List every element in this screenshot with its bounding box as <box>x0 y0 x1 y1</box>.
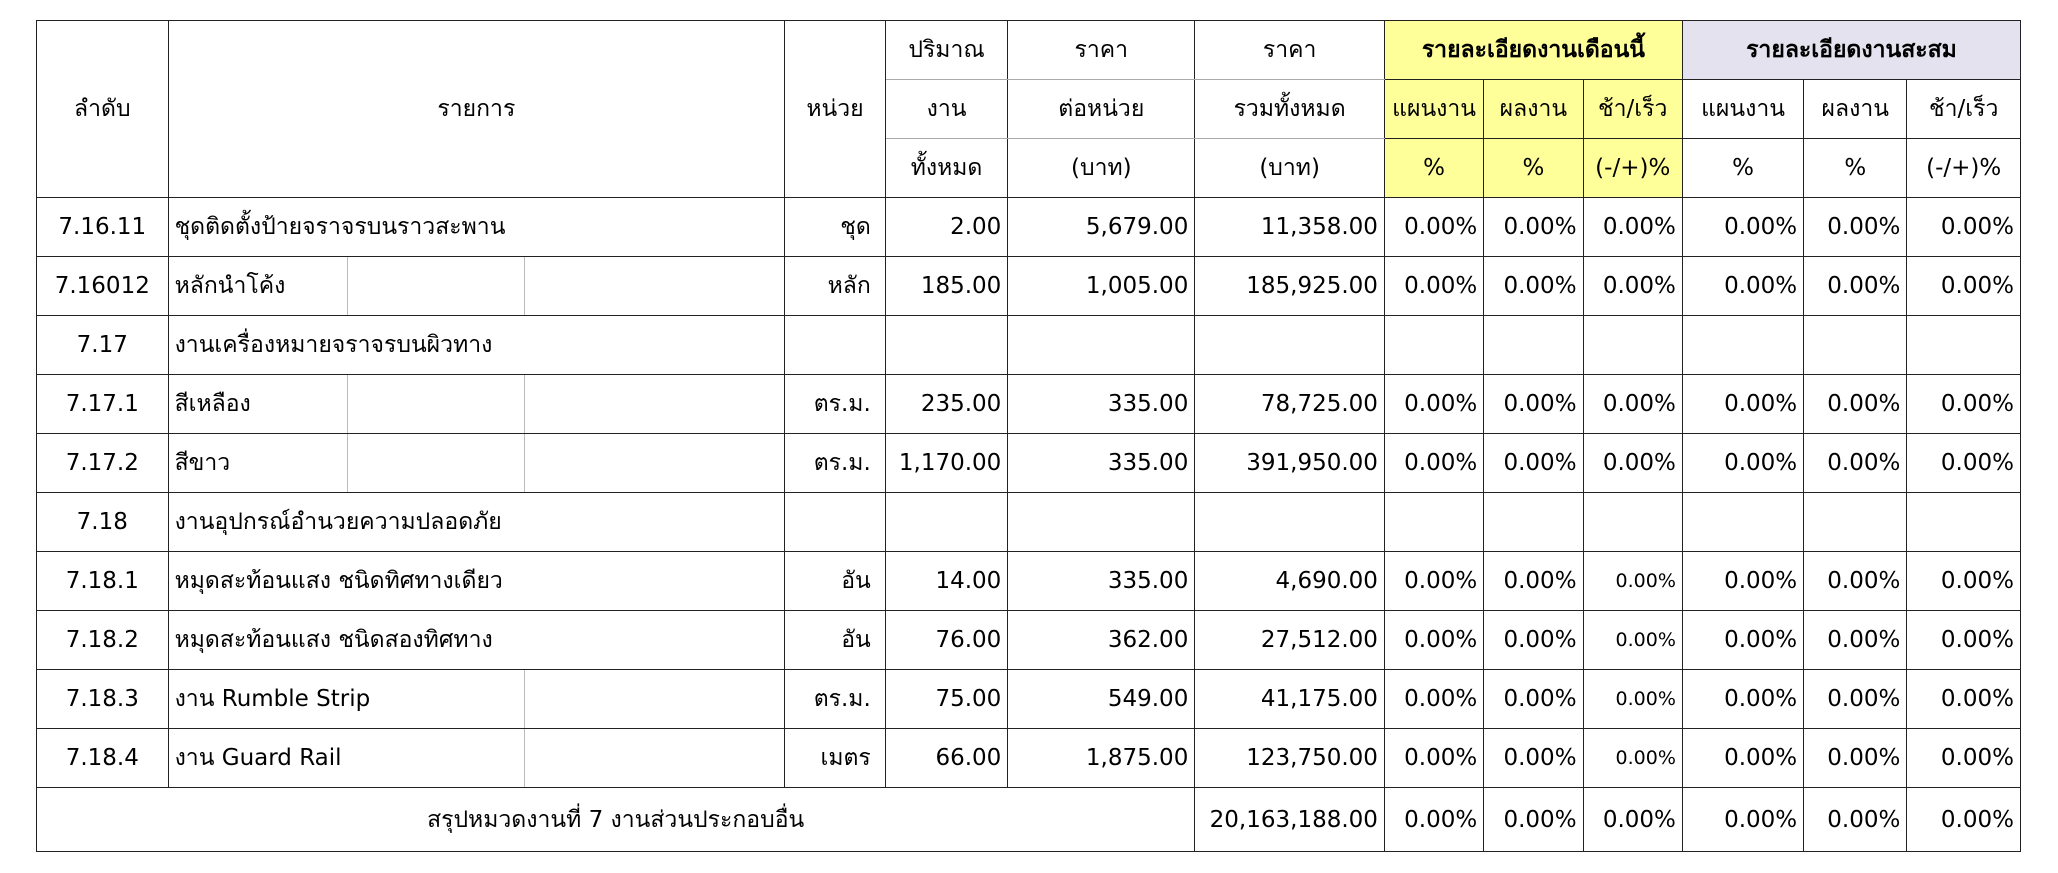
cell-cum-variance: 0.00% <box>1907 257 2021 316</box>
item-cell-content <box>175 316 779 374</box>
header-month-variance-unit: (-/+)% <box>1583 139 1682 198</box>
cell-cum-variance: 0.00% <box>1907 552 2021 611</box>
cell-total <box>1195 493 1385 552</box>
header-cum-result: ผลงาน <box>1804 80 1907 139</box>
cell-cum-result: 0.00% <box>1804 729 1907 788</box>
item-cell-content <box>175 552 779 610</box>
header-cum-variance: ช้า/เร็ว <box>1907 80 2021 139</box>
cell-month-result: 0.00% <box>1484 375 1583 434</box>
item-cell-content <box>175 729 779 787</box>
cell-unit: หลัก <box>785 257 886 316</box>
cell-unit-price: 1,005.00 <box>1008 257 1195 316</box>
cell-unit-price: 335.00 <box>1008 552 1195 611</box>
sheet-gridline <box>347 375 348 433</box>
cell-qty: 14.00 <box>885 552 1008 611</box>
item-cell-content <box>175 493 779 551</box>
cell-qty: 235.00 <box>885 375 1008 434</box>
cell-item <box>168 729 785 788</box>
cell-qty <box>885 493 1008 552</box>
cell-cum-result: 0.00% <box>1804 434 1907 493</box>
cell-month-result: 0.00% <box>1484 670 1583 729</box>
summary-month-result: 0.00% <box>1484 788 1583 852</box>
cell-month-result: 0.00% <box>1484 729 1583 788</box>
item-cell-content <box>175 434 779 492</box>
header-month-plan-unit: % <box>1384 139 1483 198</box>
item-text: สีเหลือง <box>174 391 251 417</box>
cell-total: 391,950.00 <box>1195 434 1385 493</box>
cell-month-result: 0.00% <box>1484 434 1583 493</box>
table-row <box>37 375 2021 434</box>
header-index: ลำดับ <box>37 21 169 198</box>
cell-item <box>168 493 785 552</box>
cell-unit-price: 335.00 <box>1008 375 1195 434</box>
cell-item <box>168 316 785 375</box>
summary-cum-result: 0.00% <box>1804 788 1907 852</box>
cell-cum-variance: 0.00% <box>1907 729 2021 788</box>
cell-index: 7.18 <box>37 493 169 552</box>
cell-month-result <box>1484 316 1583 375</box>
cell-month-result: 0.00% <box>1484 552 1583 611</box>
cell-qty: 1,170.00 <box>885 434 1008 493</box>
cell-month-plan: 0.00% <box>1384 434 1483 493</box>
cell-cum-result: 0.00% <box>1804 375 1907 434</box>
cell-item <box>168 611 785 670</box>
item-text: งาน Rumble Strip <box>174 686 371 712</box>
header-qty-line2: งาน <box>885 80 1008 139</box>
table-row <box>37 257 2021 316</box>
item-cell-content <box>175 198 779 256</box>
cell-item <box>168 257 785 316</box>
item-cell-content <box>175 375 779 433</box>
cell-item <box>168 198 785 257</box>
cell-unit-price: 1,875.00 <box>1008 729 1195 788</box>
cell-cum-variance <box>1907 493 2021 552</box>
cell-unit-price: 549.00 <box>1008 670 1195 729</box>
table-row <box>37 670 2021 729</box>
item-text: งานอุปกรณ์อำนวยความปลอดภัย <box>174 509 502 535</box>
cell-cum-variance <box>1907 316 2021 375</box>
cell-cum-variance: 0.00% <box>1907 611 2021 670</box>
cell-total: 78,725.00 <box>1195 375 1385 434</box>
sheet-gridline <box>524 670 525 728</box>
cell-cum-result <box>1804 316 1907 375</box>
cell-qty <box>885 316 1008 375</box>
cell-unit: อัน <box>785 552 886 611</box>
cell-month-variance: 0.00% <box>1583 611 1682 670</box>
cell-item <box>168 375 785 434</box>
cell-cum-result <box>1804 493 1907 552</box>
sheet-gridline <box>524 434 525 492</box>
header-unit-price-line2: ต่อหน่วย <box>1008 80 1195 139</box>
cell-qty: 2.00 <box>885 198 1008 257</box>
table-row <box>37 493 2021 552</box>
cell-month-plan: 0.00% <box>1384 611 1483 670</box>
cell-cum-result: 0.00% <box>1804 611 1907 670</box>
cell-cum-plan: 0.00% <box>1682 670 1803 729</box>
cell-cum-variance: 0.00% <box>1907 670 2021 729</box>
boq-table <box>36 20 2021 852</box>
cell-month-result: 0.00% <box>1484 611 1583 670</box>
header-month-variance: ช้า/เร็ว <box>1583 80 1682 139</box>
cell-month-variance: 0.00% <box>1583 552 1682 611</box>
cell-cum-plan <box>1682 493 1803 552</box>
cell-index: 7.17.1 <box>37 375 169 434</box>
cell-unit-price <box>1008 316 1195 375</box>
cell-month-variance: 0.00% <box>1583 257 1682 316</box>
table-row <box>37 316 2021 375</box>
cell-cum-variance: 0.00% <box>1907 434 2021 493</box>
cell-unit: ตร.ม. <box>785 670 886 729</box>
table-row <box>37 198 2021 257</box>
cell-month-result <box>1484 493 1583 552</box>
sheet-gridline <box>524 729 525 787</box>
item-text: งานเครื่องหมายจราจรบนผิวทาง <box>174 332 493 358</box>
header-total-price-line1: ราคา <box>1195 21 1385 80</box>
summary-month-plan: 0.00% <box>1384 788 1483 852</box>
cell-index: 7.16.11 <box>37 198 169 257</box>
cell-cum-plan: 0.00% <box>1682 375 1803 434</box>
cell-cum-plan: 0.00% <box>1682 198 1803 257</box>
cell-month-variance <box>1583 493 1682 552</box>
summary-cum-variance: 0.00% <box>1907 788 2021 852</box>
cell-month-result: 0.00% <box>1484 198 1583 257</box>
cell-total <box>1195 316 1385 375</box>
cell-unit: ชุด <box>785 198 886 257</box>
cell-unit: อัน <box>785 611 886 670</box>
header-qty-line1: ปริมาณ <box>885 21 1008 80</box>
cell-month-variance: 0.00% <box>1583 434 1682 493</box>
cell-month-plan: 0.00% <box>1384 670 1483 729</box>
header-unit-price-line1: ราคา <box>1008 21 1195 80</box>
cell-total: 4,690.00 <box>1195 552 1385 611</box>
cell-index: 7.17 <box>37 316 169 375</box>
cell-month-result: 0.00% <box>1484 257 1583 316</box>
summary-row <box>37 788 2021 852</box>
cell-cum-plan <box>1682 316 1803 375</box>
cell-total: 11,358.00 <box>1195 198 1385 257</box>
item-text: หลักนำโค้ง <box>174 273 286 299</box>
table-body <box>37 198 2021 788</box>
cell-month-plan: 0.00% <box>1384 552 1483 611</box>
cell-unit-price <box>1008 493 1195 552</box>
cell-month-variance: 0.00% <box>1583 198 1682 257</box>
cell-item <box>168 670 785 729</box>
header-month-plan: แผนงาน <box>1384 80 1483 139</box>
item-text: หมุดสะท้อนแสง ชนิดทิศทางเดียว <box>174 568 503 594</box>
header-item: รายการ <box>168 21 785 198</box>
item-text: สีขาว <box>174 450 231 476</box>
cell-item <box>168 552 785 611</box>
item-text: งาน Guard Rail <box>174 745 342 771</box>
cell-unit: ตร.ม. <box>785 375 886 434</box>
sheet-gridline <box>524 257 525 315</box>
header-cum-plan-unit: % <box>1682 139 1803 198</box>
cell-cum-plan: 0.00% <box>1682 552 1803 611</box>
cell-total: 123,750.00 <box>1195 729 1385 788</box>
cell-unit: เมตร <box>785 729 886 788</box>
cell-cum-result: 0.00% <box>1804 257 1907 316</box>
cell-month-plan: 0.00% <box>1384 257 1483 316</box>
summary-label: สรุปหมวดงานที่ 7 งานส่วนประกอบอื่น <box>37 788 1195 852</box>
header-cumulative: รายละเอียดงานสะสม <box>1682 21 2020 80</box>
sheet-gridline <box>347 257 348 315</box>
cell-qty: 66.00 <box>885 729 1008 788</box>
cell-cum-plan: 0.00% <box>1682 611 1803 670</box>
summary-month-variance: 0.00% <box>1583 788 1682 852</box>
cell-month-variance <box>1583 316 1682 375</box>
header-month-result: ผลงาน <box>1484 80 1583 139</box>
cell-month-plan: 0.00% <box>1384 729 1483 788</box>
header-qty-line3: ทั้งหมด <box>885 139 1008 198</box>
table-row <box>37 552 2021 611</box>
table-row <box>37 729 2021 788</box>
cell-month-variance: 0.00% <box>1583 670 1682 729</box>
item-text: ชุดติดตั้งป้ายจราจรบนราวสะพาน <box>174 214 506 240</box>
cell-total: 185,925.00 <box>1195 257 1385 316</box>
header-row-1 <box>37 21 2021 80</box>
header-month-result-unit: % <box>1484 139 1583 198</box>
cell-unit <box>785 493 886 552</box>
header-cum-result-unit: % <box>1804 139 1907 198</box>
cell-month-variance: 0.00% <box>1583 729 1682 788</box>
cell-unit <box>785 316 886 375</box>
sheet-gridline <box>347 434 348 492</box>
cell-unit-price: 5,679.00 <box>1008 198 1195 257</box>
cell-cum-result: 0.00% <box>1804 552 1907 611</box>
item-cell-content <box>175 257 779 315</box>
cell-qty: 76.00 <box>885 611 1008 670</box>
cell-qty: 185.00 <box>885 257 1008 316</box>
header-unit: หน่วย <box>785 21 886 198</box>
cell-cum-plan: 0.00% <box>1682 729 1803 788</box>
sheet-gridline <box>524 375 525 433</box>
cell-index: 7.18.2 <box>37 611 169 670</box>
summary-total: 20,163,188.00 <box>1195 788 1385 852</box>
item-cell-content <box>175 611 779 669</box>
header-this-month: รายละเอียดงานเดือนนี้ <box>1384 21 1682 80</box>
cell-unit: ตร.ม. <box>785 434 886 493</box>
cell-month-plan: 0.00% <box>1384 198 1483 257</box>
cell-item <box>168 434 785 493</box>
cell-cum-plan: 0.00% <box>1682 434 1803 493</box>
summary-cum-plan: 0.00% <box>1682 788 1803 852</box>
cell-index: 7.18.3 <box>37 670 169 729</box>
header-cum-plan: แผนงาน <box>1682 80 1803 139</box>
cell-month-plan <box>1384 316 1483 375</box>
cell-cum-result: 0.00% <box>1804 198 1907 257</box>
table-row <box>37 611 2021 670</box>
cell-unit-price: 335.00 <box>1008 434 1195 493</box>
cell-month-plan: 0.00% <box>1384 375 1483 434</box>
cell-cum-plan: 0.00% <box>1682 257 1803 316</box>
cell-index: 7.18.4 <box>37 729 169 788</box>
cell-unit-price: 362.00 <box>1008 611 1195 670</box>
cell-index: 7.16012 <box>37 257 169 316</box>
cell-cum-variance: 0.00% <box>1907 375 2021 434</box>
header-cum-variance-unit: (-/+)% <box>1907 139 2021 198</box>
item-cell-content <box>175 670 779 728</box>
item-text: หมุดสะท้อนแสง ชนิดสองทิศทาง <box>174 627 493 653</box>
cell-total: 27,512.00 <box>1195 611 1385 670</box>
cell-month-plan <box>1384 493 1483 552</box>
cell-total: 41,175.00 <box>1195 670 1385 729</box>
cell-index: 7.18.1 <box>37 552 169 611</box>
cell-month-variance: 0.00% <box>1583 375 1682 434</box>
cell-qty: 75.00 <box>885 670 1008 729</box>
header-total-price-line2: รวมทั้งหมด <box>1195 80 1385 139</box>
cell-cum-result: 0.00% <box>1804 670 1907 729</box>
table-row <box>37 434 2021 493</box>
cell-cum-variance: 0.00% <box>1907 198 2021 257</box>
header-total-price-line3: (บาท) <box>1195 139 1385 198</box>
header-unit-price-line3: (บาท) <box>1008 139 1195 198</box>
boq-progress-sheet <box>36 20 2021 865</box>
cell-index: 7.17.2 <box>37 434 169 493</box>
